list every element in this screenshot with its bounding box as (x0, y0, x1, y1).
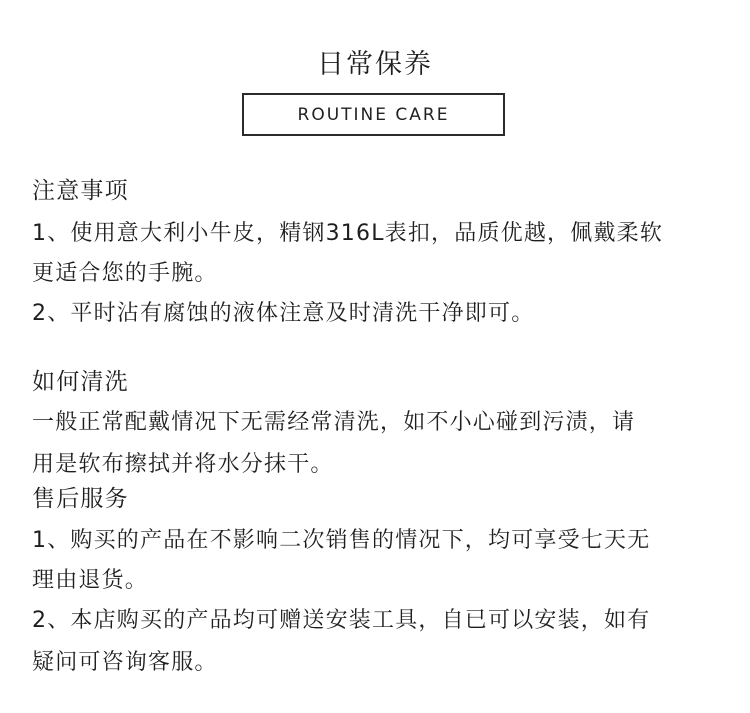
cleaning-line-2: 用是软布擦拭并将水分抹干。 (32, 452, 334, 477)
notes-line-2: 更适合您的手腕。 (32, 261, 218, 286)
subtitle-box (242, 93, 505, 136)
section-heading-notes: 注意事项 (32, 178, 129, 204)
subtitle-text: ROUTINE CARE (297, 104, 450, 125)
notes-line-1: 1、使用意大利小牛皮，精钢316L表扣，品质优越，佩戴柔软 (32, 221, 664, 246)
after-sales-line-3: 2、本店购买的产品均可赠送安装工具，自已可以安装，如有 (32, 608, 651, 633)
section-heading-after-sales: 售后服务 (32, 486, 129, 512)
cleaning-line-1: 一般正常配戴情况下无需经常清洗，如不小心碰到污渍，请 (32, 410, 636, 435)
page-title: 日常保养 (317, 49, 433, 80)
section-heading-cleaning: 如何清洗 (32, 369, 129, 395)
after-sales-line-1: 1、购买的产品在不影响二次销售的情况下，均可享受七天无 (32, 528, 651, 553)
after-sales-line-2: 理由退货。 (32, 568, 149, 593)
notes-line-3: 2、平时沾有腐蚀的液体注意及时清洗干净即可。 (32, 301, 535, 326)
after-sales-line-4: 疑问可咨询客服。 (32, 650, 218, 675)
